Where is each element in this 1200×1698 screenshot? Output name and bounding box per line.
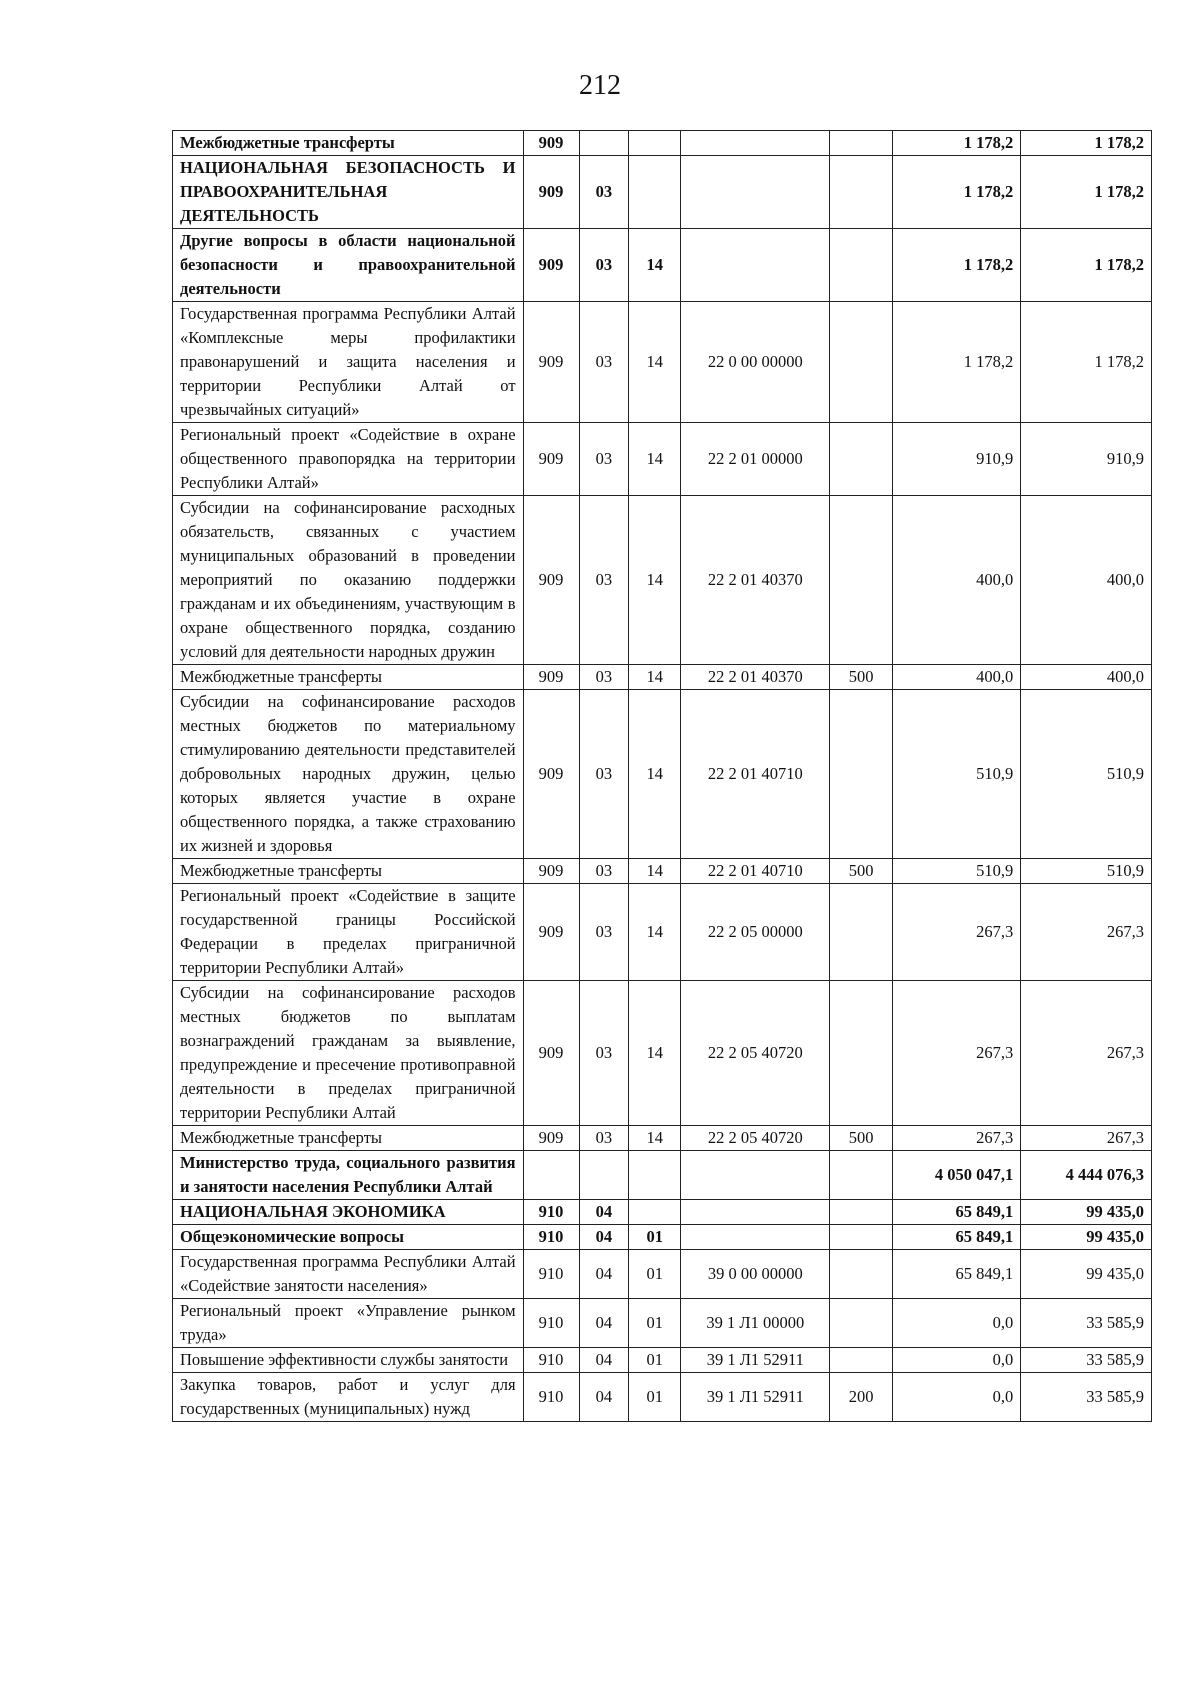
row-vr-code-cell — [830, 423, 892, 496]
row-pr-code-cell: 14 — [629, 496, 681, 665]
row-pr-code-cell: 14 — [629, 665, 681, 690]
row-gr-code-cell: 909 — [523, 496, 579, 665]
row-rz-code-cell: 03 — [579, 859, 629, 884]
row-pr-code-cell: 14 — [629, 302, 681, 423]
row-rz-code-cell — [579, 131, 629, 156]
table-row — [173, 1200, 1152, 1225]
row-name-cell: Закупка товаров, работ и услуг для государственных (муниципальных) нужд — [173, 1373, 524, 1422]
table-row — [173, 423, 1152, 496]
row-csr-code-cell — [681, 156, 830, 229]
row-rz-code-cell: 03 — [579, 302, 629, 423]
table-row — [173, 131, 1152, 156]
table-row — [173, 1299, 1152, 1348]
row-csr-code-cell: 22 2 05 40720 — [681, 1126, 830, 1151]
row-amount-2-cell: 1 178,2 — [1021, 156, 1152, 229]
row-pr-code-cell — [629, 1151, 681, 1200]
table-row — [173, 1348, 1152, 1373]
row-amount-1-cell: 1 178,2 — [892, 302, 1021, 423]
table-row — [173, 1373, 1152, 1422]
row-pr-code-cell: 01 — [629, 1373, 681, 1422]
row-amount-1-cell: 65 849,1 — [892, 1250, 1021, 1299]
row-amount-2-cell: 510,9 — [1021, 859, 1152, 884]
row-rz-code-cell: 03 — [579, 229, 629, 302]
row-name-cell: Региональный проект «Содействие в защите государственной границы Российской Федерации в пределах приграничной территории Республики Алтай» — [173, 884, 524, 981]
row-csr-code-cell: 39 1 Л1 52911 — [681, 1348, 830, 1373]
row-rz-code-cell: 03 — [579, 665, 629, 690]
row-amount-2-cell: 510,9 — [1021, 690, 1152, 859]
row-vr-code-cell — [830, 690, 892, 859]
row-vr-code-cell — [830, 981, 892, 1126]
row-amount-1-cell: 400,0 — [892, 665, 1021, 690]
row-csr-code-cell — [681, 229, 830, 302]
row-vr-code-cell — [830, 1151, 892, 1200]
row-gr-code-cell: 910 — [523, 1373, 579, 1422]
row-amount-1-cell: 267,3 — [892, 1126, 1021, 1151]
table-row — [173, 229, 1152, 302]
row-gr-code-cell: 909 — [523, 131, 579, 156]
row-vr-code-cell — [830, 1200, 892, 1225]
row-csr-code-cell: 39 1 Л1 52911 — [681, 1373, 830, 1422]
row-amount-2-cell: 1 178,2 — [1021, 229, 1152, 302]
row-gr-code-cell: 909 — [523, 156, 579, 229]
row-csr-code-cell: 39 1 Л1 00000 — [681, 1299, 830, 1348]
row-gr-code-cell: 910 — [523, 1200, 579, 1225]
row-amount-2-cell: 99 435,0 — [1021, 1200, 1152, 1225]
row-amount-2-cell: 267,3 — [1021, 1126, 1152, 1151]
row-csr-code-cell — [681, 1151, 830, 1200]
row-pr-code-cell: 14 — [629, 884, 681, 981]
row-csr-code-cell — [681, 131, 830, 156]
row-vr-code-cell — [830, 1225, 892, 1250]
row-amount-2-cell: 910,9 — [1021, 423, 1152, 496]
row-vr-code-cell — [830, 1348, 892, 1373]
row-amount-1-cell: 1 178,2 — [892, 156, 1021, 229]
row-gr-code-cell: 909 — [523, 302, 579, 423]
row-amount-1-cell: 0,0 — [892, 1348, 1021, 1373]
row-csr-code-cell: 22 2 01 40370 — [681, 496, 830, 665]
page-number: 212 — [579, 70, 621, 101]
row-vr-code-cell — [830, 131, 892, 156]
row-pr-code-cell — [629, 131, 681, 156]
row-pr-code-cell: 01 — [629, 1348, 681, 1373]
row-amount-2-cell: 99 435,0 — [1021, 1225, 1152, 1250]
row-name-cell: НАЦИОНАЛЬНАЯ БЕЗОПАСНОСТЬ И ПРАВООХРАНИТЕЛЬНАЯ ДЕЯТЕЛЬНОСТЬ — [173, 156, 524, 229]
row-pr-code-cell: 14 — [629, 859, 681, 884]
table-row — [173, 1225, 1152, 1250]
table-row — [173, 690, 1152, 859]
row-pr-code-cell: 01 — [629, 1299, 681, 1348]
row-pr-code-cell: 14 — [629, 981, 681, 1126]
row-name-cell: Региональный проект «Управление рынком труда» — [173, 1299, 524, 1348]
row-pr-code-cell: 01 — [629, 1250, 681, 1299]
row-amount-2-cell: 1 178,2 — [1021, 302, 1152, 423]
row-vr-code-cell — [830, 302, 892, 423]
row-gr-code-cell: 909 — [523, 981, 579, 1126]
row-amount-1-cell: 65 849,1 — [892, 1200, 1021, 1225]
row-rz-code-cell: 03 — [579, 423, 629, 496]
row-amount-2-cell: 4 444 076,3 — [1021, 1151, 1152, 1200]
row-rz-code-cell: 03 — [579, 981, 629, 1126]
row-name-cell: Министерство труда, социального развития и занятости населения Республики Алтай — [173, 1151, 524, 1200]
row-gr-code-cell: 910 — [523, 1348, 579, 1373]
row-gr-code-cell: 910 — [523, 1225, 579, 1250]
table-row — [173, 302, 1152, 423]
row-amount-2-cell: 33 585,9 — [1021, 1299, 1152, 1348]
row-amount-1-cell: 1 178,2 — [892, 229, 1021, 302]
row-gr-code-cell: 909 — [523, 229, 579, 302]
row-rz-code-cell: 04 — [579, 1225, 629, 1250]
table-row — [173, 496, 1152, 665]
row-name-cell: Государственная программа Республики Алтай «Содействие занятости населения» — [173, 1250, 524, 1299]
row-name-cell: НАЦИОНАЛЬНАЯ ЭКОНОМИКА — [173, 1200, 524, 1225]
row-vr-code-cell — [830, 1250, 892, 1299]
row-csr-code-cell: 22 2 01 40370 — [681, 665, 830, 690]
row-vr-code-cell: 500 — [830, 1126, 892, 1151]
row-pr-code-cell: 01 — [629, 1225, 681, 1250]
row-rz-code-cell: 03 — [579, 690, 629, 859]
row-name-cell: Субсидии на софинансирование расходов местных бюджетов по выплатам вознаграждений гражданам за выявление, предупреждение и пресечение противоправной деятельности в пределах приграничной территории Республики Алтай — [173, 981, 524, 1126]
table-row — [173, 884, 1152, 981]
table-row — [173, 981, 1152, 1126]
row-gr-code-cell: 909 — [523, 690, 579, 859]
row-name-cell: Региональный проект «Содействие в охране общественного правопорядка на территории Республики Алтай» — [173, 423, 524, 496]
row-csr-code-cell: 22 0 00 00000 — [681, 302, 830, 423]
row-amount-1-cell: 267,3 — [892, 981, 1021, 1126]
row-amount-1-cell: 510,9 — [892, 690, 1021, 859]
row-gr-code-cell: 909 — [523, 884, 579, 981]
row-rz-code-cell: 04 — [579, 1348, 629, 1373]
row-name-cell: Межбюджетные трансферты — [173, 1126, 524, 1151]
row-vr-code-cell: 200 — [830, 1373, 892, 1422]
row-amount-2-cell: 33 585,9 — [1021, 1373, 1152, 1422]
row-gr-code-cell: 909 — [523, 423, 579, 496]
table-row — [173, 859, 1152, 884]
row-rz-code-cell: 03 — [579, 156, 629, 229]
row-amount-1-cell: 0,0 — [892, 1299, 1021, 1348]
row-amount-1-cell: 65 849,1 — [892, 1225, 1021, 1250]
table-row — [173, 665, 1152, 690]
row-amount-2-cell: 267,3 — [1021, 981, 1152, 1126]
row-rz-code-cell: 04 — [579, 1250, 629, 1299]
table-row — [173, 1250, 1152, 1299]
table-row — [173, 1151, 1152, 1200]
row-amount-1-cell: 910,9 — [892, 423, 1021, 496]
row-pr-code-cell: 14 — [629, 1126, 681, 1151]
row-csr-code-cell: 22 2 01 40710 — [681, 690, 830, 859]
row-rz-code-cell: 03 — [579, 884, 629, 981]
row-pr-code-cell: 14 — [629, 423, 681, 496]
row-name-cell: Межбюджетные трансферты — [173, 131, 524, 156]
row-amount-2-cell: 99 435,0 — [1021, 1250, 1152, 1299]
row-name-cell: Общеэкономические вопросы — [173, 1225, 524, 1250]
row-rz-code-cell: 03 — [579, 496, 629, 665]
row-amount-1-cell: 4 050 047,1 — [892, 1151, 1021, 1200]
row-vr-code-cell: 500 — [830, 859, 892, 884]
row-pr-code-cell — [629, 156, 681, 229]
row-csr-code-cell — [681, 1225, 830, 1250]
table-row — [173, 1126, 1152, 1151]
row-amount-2-cell: 1 178,2 — [1021, 131, 1152, 156]
row-rz-code-cell: 04 — [579, 1299, 629, 1348]
row-csr-code-cell: 22 2 05 00000 — [681, 884, 830, 981]
row-csr-code-cell — [681, 1200, 830, 1225]
row-pr-code-cell — [629, 1200, 681, 1225]
row-name-cell: Субсидии на софинансирование расходных обязательств, связанных с участием муниципальных образований в проведении мероприятий по оказанию поддержки гражданам и их объединениям, участвующим в охране общественного порядка, созданию условий для деятельности народных дружин — [173, 496, 524, 665]
row-pr-code-cell: 14 — [629, 229, 681, 302]
row-amount-2-cell: 400,0 — [1021, 496, 1152, 665]
row-vr-code-cell — [830, 156, 892, 229]
row-csr-code-cell: 22 2 01 00000 — [681, 423, 830, 496]
row-name-cell: Межбюджетные трансферты — [173, 859, 524, 884]
budget-table — [172, 130, 1152, 1422]
row-gr-code-cell: 910 — [523, 1299, 579, 1348]
table-row — [173, 156, 1152, 229]
row-name-cell: Межбюджетные трансферты — [173, 665, 524, 690]
row-amount-2-cell: 267,3 — [1021, 884, 1152, 981]
row-gr-code-cell — [523, 1151, 579, 1200]
row-gr-code-cell: 909 — [523, 665, 579, 690]
row-amount-1-cell: 0,0 — [892, 1373, 1021, 1422]
budget-table-body — [173, 131, 1152, 1422]
row-pr-code-cell: 14 — [629, 690, 681, 859]
row-gr-code-cell: 909 — [523, 859, 579, 884]
row-gr-code-cell: 909 — [523, 1126, 579, 1151]
row-amount-1-cell: 1 178,2 — [892, 131, 1021, 156]
row-vr-code-cell — [830, 496, 892, 665]
row-amount-1-cell: 400,0 — [892, 496, 1021, 665]
row-name-cell: Государственная программа Республики Алтай «Комплексные меры профилактики правонарушений и защита населения и территории Республики Алтай от чрезвычайных ситуаций» — [173, 302, 524, 423]
row-rz-code-cell — [579, 1151, 629, 1200]
row-amount-1-cell: 267,3 — [892, 884, 1021, 981]
row-vr-code-cell — [830, 884, 892, 981]
row-rz-code-cell: 04 — [579, 1373, 629, 1422]
row-csr-code-cell: 22 2 05 40720 — [681, 981, 830, 1126]
row-vr-code-cell — [830, 1299, 892, 1348]
row-vr-code-cell: 500 — [830, 665, 892, 690]
row-name-cell: Другие вопросы в области национальной безопасности и правоохранительной деятельности — [173, 229, 524, 302]
row-csr-code-cell: 22 2 01 40710 — [681, 859, 830, 884]
row-amount-1-cell: 510,9 — [892, 859, 1021, 884]
row-amount-2-cell: 400,0 — [1021, 665, 1152, 690]
row-gr-code-cell: 910 — [523, 1250, 579, 1299]
row-rz-code-cell: 03 — [579, 1126, 629, 1151]
row-name-cell: Повышение эффективности службы занятости — [173, 1348, 524, 1373]
row-amount-2-cell: 33 585,9 — [1021, 1348, 1152, 1373]
row-rz-code-cell: 04 — [579, 1200, 629, 1225]
row-name-cell: Субсидии на софинансирование расходов местных бюджетов по материальному стимулированию деятельности представителей добровольных народных дружин, целью которых является участие в охране общественного порядка, а также страхованию их жизней и здоровья — [173, 690, 524, 859]
row-vr-code-cell — [830, 229, 892, 302]
row-csr-code-cell: 39 0 00 00000 — [681, 1250, 830, 1299]
